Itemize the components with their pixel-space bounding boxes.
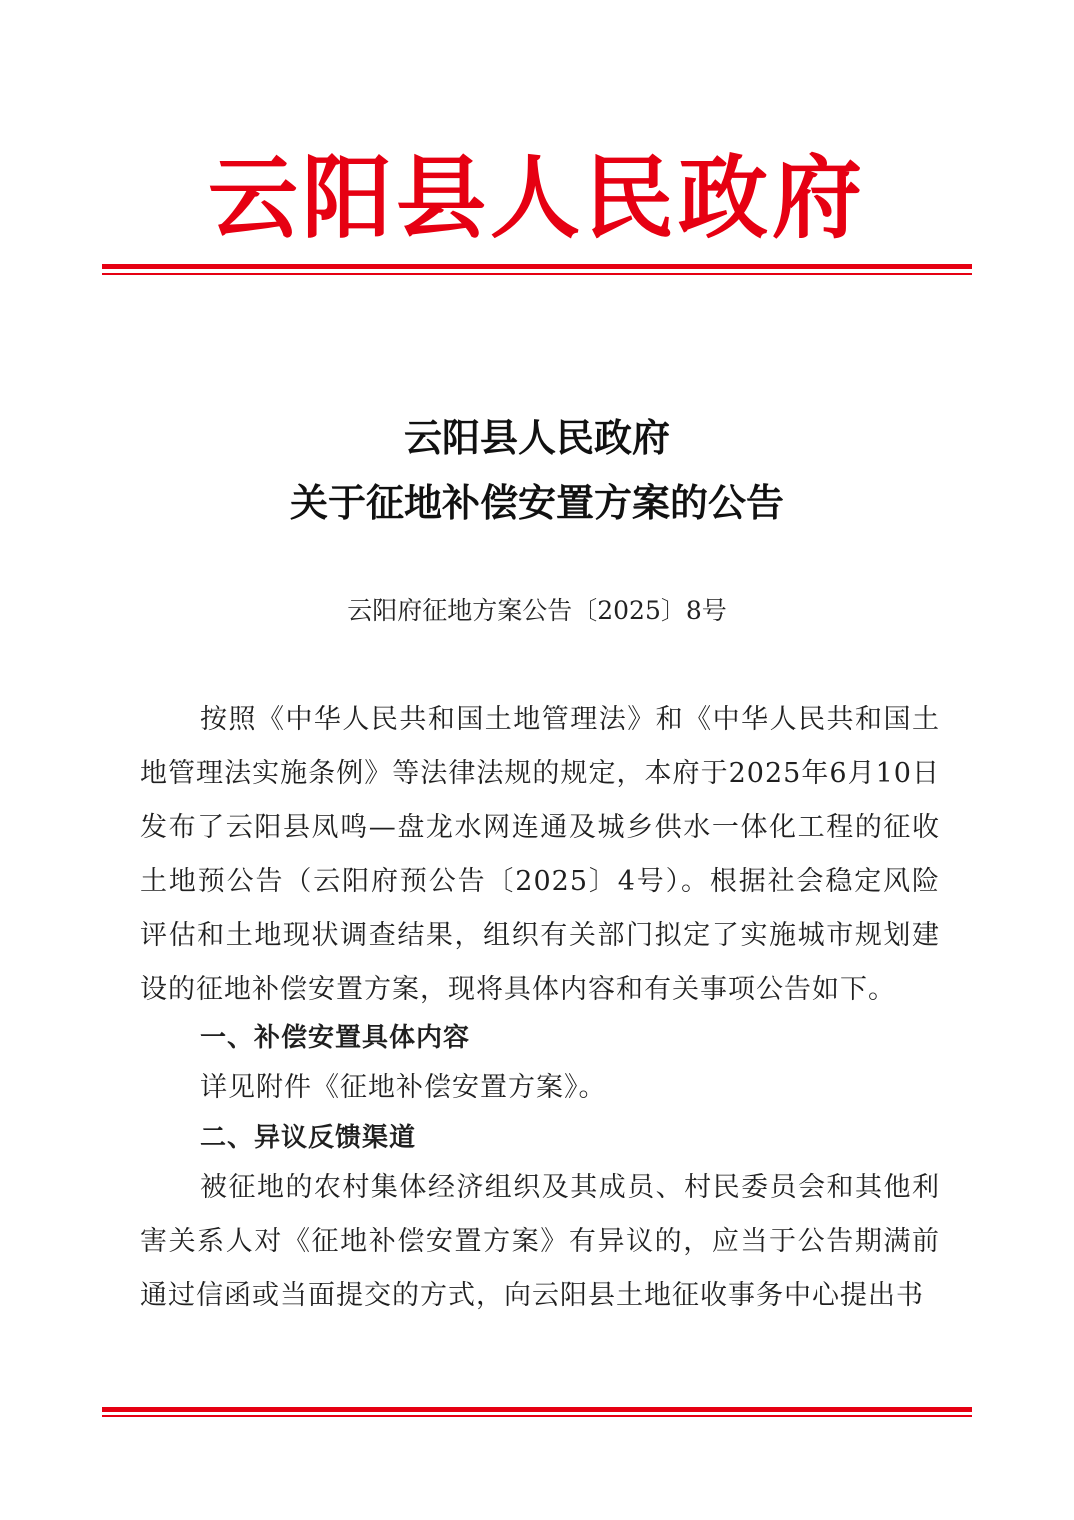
body-paragraph-3: 被征地的农村集体经济组织及其成员、村民委员会和其他利害关系人对《征地补偿安置方案》有异议的，应当于公告期满前通过信函或当面提交的方式，向云阳县土地征收事务中心提出书 [140,1172,940,1311]
body-paragraph-2: 详见附件《征地补偿安置方案》。 [200,1072,607,1103]
masthead-title: 云阳县人民政府 [208,145,866,251]
notice-title-line2: 关于征地补偿安置方案的公告 [289,480,784,525]
body-paragraph-1: 按照《中华人民共和国土地管理法》和《中华人民共和国土地管理法实施条例》等法律法规的规定，本府于2025年6月10日发布了云阳县凤鸣—盘龙水网连通及城乡供水一体化工程的征收土地预公告（云阳府预公告〔2025〕4号）。根据社会稳定风险评估和土地现状调查结果，组织有关部门拟定了实施城市规划建设的征地补偿安置方案，现将具体内容和有关事项公告如下。 [140,704,940,1005]
footer-rule-thick [102,1407,972,1412]
section-heading-1: 一、补偿安置具体内容 [200,1023,471,1053]
notice-title-line1: 云阳县人民政府 [403,415,670,460]
masthead-rule-thick [102,264,972,269]
document-number: 云阳府征地方案公告〔2025〕8号 [347,596,727,625]
section-heading-2: 二、异议反馈渠道 [200,1123,417,1153]
footer-rule-thin [102,1415,972,1417]
masthead-rule-thin [102,273,972,275]
